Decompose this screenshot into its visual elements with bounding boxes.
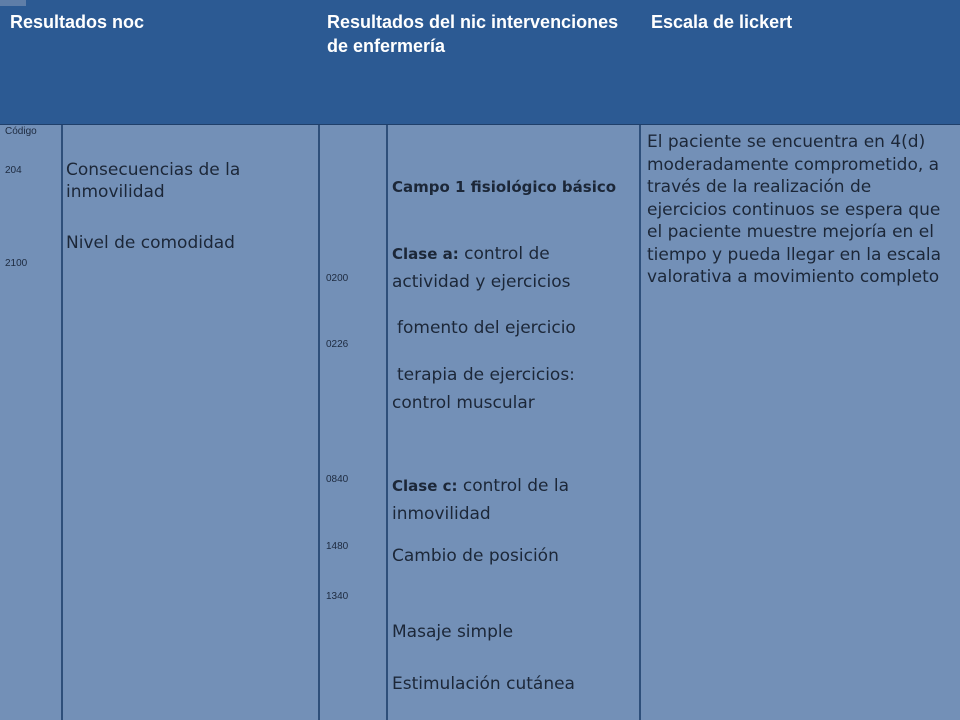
nic-code: 1480 bbox=[326, 541, 349, 552]
header-escala-likert: Escala de lickert bbox=[651, 12, 793, 32]
noc-outcome: Nivel de comodidad bbox=[66, 233, 235, 253]
noc-outcome: Consecuencias de la inmovilidad bbox=[66, 160, 241, 202]
nic-intervention: fomento del ejercicio bbox=[397, 318, 576, 338]
column-divider bbox=[61, 125, 63, 720]
column-divider bbox=[386, 125, 388, 720]
nic-code: 0840 bbox=[326, 474, 349, 485]
column-divider bbox=[639, 125, 641, 720]
nic-clase-c bbox=[392, 472, 632, 528]
clase-c-label: Clase c: bbox=[392, 477, 458, 495]
nic-campo: Campo 1 fisiológico básico bbox=[392, 178, 617, 196]
nic-intervention: Cambio de posición bbox=[392, 546, 559, 566]
noc-code: 2100 bbox=[5, 258, 28, 269]
nic-code: 0200 bbox=[326, 273, 349, 284]
noc-code: 204 bbox=[5, 165, 22, 176]
nic-intervention: Estimulación cutánea bbox=[392, 674, 575, 694]
likert-description: El paciente se encuentra en 4(d) moderadamente comprometido, a través de la realización de ejercicios continuos se espera que el paciente muestre mejoría en el tiempo y pueda llegar en la escala valorativa a movimiento completo bbox=[647, 132, 942, 287]
header-resultados-noc: Resultados noc bbox=[10, 12, 145, 32]
clase-c-text: control de la inmovilidad bbox=[392, 476, 570, 524]
nic-intervention: Masaje simple bbox=[392, 622, 514, 642]
clase-a-label: Clase a: bbox=[392, 245, 459, 263]
nic-code: 0226 bbox=[326, 339, 349, 350]
nic-code: 1340 bbox=[326, 591, 349, 602]
table-body bbox=[0, 125, 960, 720]
corner-mark bbox=[0, 0, 26, 6]
clase-a-text: control de actividad y ejercicios bbox=[392, 244, 571, 292]
nic-clase-a bbox=[392, 240, 632, 296]
table-header bbox=[0, 0, 960, 125]
header-resultados-nic: Resultados del nic intervenciones de enfermería bbox=[327, 12, 619, 56]
codigo-label: Código bbox=[5, 126, 37, 137]
column-divider bbox=[318, 125, 320, 720]
nic-intervention: terapia de ejercicios: control muscular bbox=[392, 365, 575, 413]
